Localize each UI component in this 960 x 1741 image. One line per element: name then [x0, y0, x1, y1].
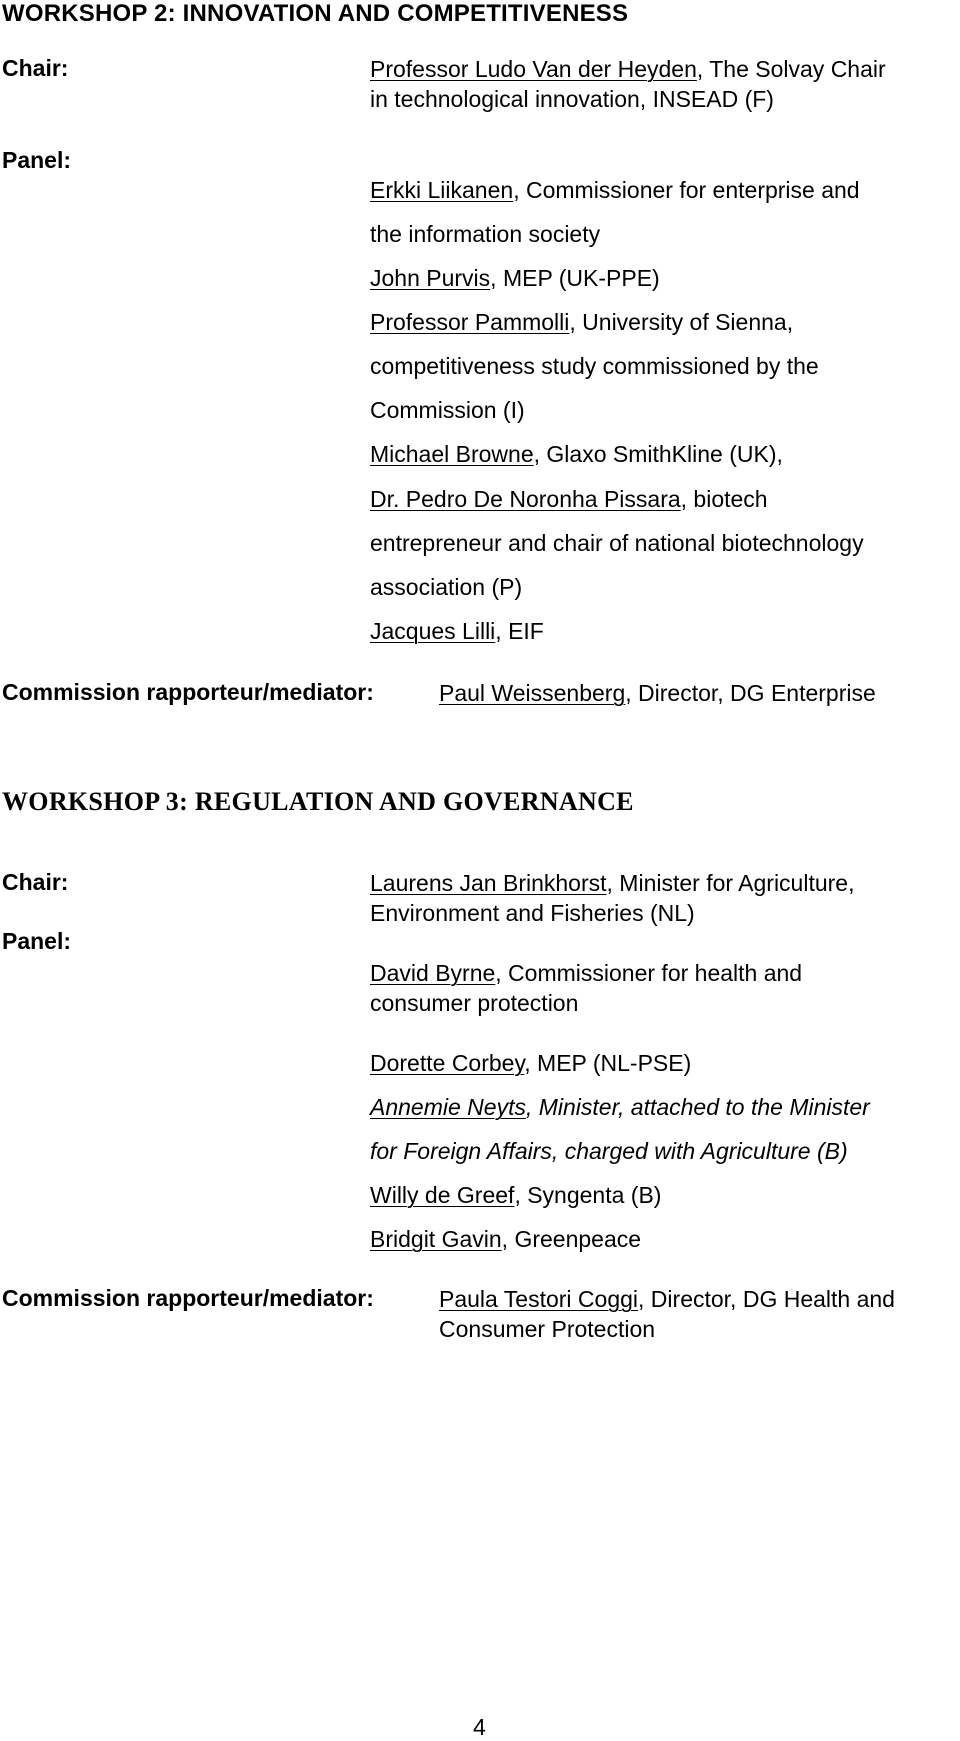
workshop3-panel-item: Annemie Neyts, Minister, attached to the Minister: [370, 1094, 870, 1120]
rapporteur-name: Paul Weissenberg: [439, 680, 626, 706]
workshop2-rapporteur-label: Commission rapporteur/mediator:: [2, 679, 374, 705]
workshop2-title: WORKSHOP 2: INNOVATION AND COMPETITIVENESS: [2, 0, 629, 27]
workshop2-panel-item: Michael Browne, Glaxo SmithKline (UK),: [370, 441, 783, 467]
panelist-name: Bridgit Gavin: [370, 1226, 502, 1252]
rapporteur-name: Paula Testori Coggi: [439, 1286, 639, 1312]
panelist-name: David Byrne: [370, 960, 496, 986]
panelist-name: Dr. Pedro De Noronha Pissara: [370, 486, 681, 512]
workshop3-chair-name: Laurens Jan Brinkhorst: [370, 870, 607, 896]
page-number: 4: [473, 1714, 486, 1740]
workshop3-rapporteur-line1: Paula Testori Coggi, Director, DG Health and: [439, 1286, 895, 1312]
workshop3-panel-item: David Byrne, Commissioner for health and: [370, 960, 803, 986]
workshop2-rapporteur: Paul Weissenberg, Director, DG Enterprise: [439, 680, 876, 706]
workshop2-panel-item-cont: Commission (I): [370, 397, 525, 423]
workshop2-panel-item-cont: entrepreneur and chair of national biotechnology: [370, 530, 864, 556]
workshop2-chair-line1: Professor Ludo Van der Heyden, The Solvay Chair: [370, 56, 886, 82]
workshop2-panel-item: Erkki Liikanen, Commissioner for enterprise and: [370, 177, 860, 203]
workshop3-rapporteur-label: Commission rapporteur/mediator:: [2, 1285, 374, 1311]
workshop2-chair-line2: in technological innovation, INSEAD (F): [370, 86, 774, 112]
workshop2-panel-item-cont: association (P): [370, 574, 523, 600]
workshop3-panel-item-cont: for Foreign Affairs, charged with Agriculture (B): [370, 1138, 848, 1164]
workshop2-panel-item: John Purvis, MEP (UK-PPE): [370, 265, 660, 291]
panelist-name: Erkki Liikanen: [370, 177, 514, 203]
panelist-name: Jacques Lilli: [370, 618, 496, 644]
panelist-name: Willy de Greef: [370, 1182, 515, 1208]
workshop3-rapporteur-line2: Consumer Protection: [439, 1316, 656, 1342]
workshop3-title: WORKSHOP 3: REGULATION AND GOVERNANCE: [2, 787, 634, 816]
workshop2-panel-label: Panel:: [2, 147, 72, 173]
workshop2-panel-item-cont: competitiveness study commissioned by the: [370, 353, 819, 379]
workshop3-chair-line1: Laurens Jan Brinkhorst, Minister for Agriculture,: [370, 870, 855, 896]
workshop2-panel-item-cont: the information society: [370, 221, 601, 247]
workshop2-panel-item: Jacques Lilli, EIF: [370, 618, 544, 644]
panelist-name: Dorette Corbey: [370, 1050, 525, 1076]
workshop3-panel-item-cont: consumer protection: [370, 990, 579, 1016]
workshop3-chair-line2: Environment and Fisheries (NL): [370, 900, 695, 926]
workshop3-panel-item: Dorette Corbey, MEP (NL-PSE): [370, 1050, 692, 1076]
panelist-name: Michael Browne: [370, 441, 534, 467]
workshop3-panel-item: Willy de Greef, Syngenta (B): [370, 1182, 662, 1208]
workshop3-chair-label: Chair:: [2, 869, 69, 895]
workshop2-panel-item: Professor Pammolli, University of Sienna,: [370, 309, 794, 335]
panelist-name: John Purvis: [370, 265, 491, 291]
workshop3-panel-label: Panel:: [2, 928, 72, 954]
panelist-name: Annemie Neyts: [370, 1094, 526, 1120]
panelist-name: Professor Pammolli: [370, 309, 570, 335]
workshop2-chair-label: Chair:: [2, 55, 69, 81]
workshop2-panel-item: Dr. Pedro De Noronha Pissara, biotech: [370, 486, 768, 512]
workshop3-panel-item: Bridgit Gavin, Greenpeace: [370, 1226, 642, 1252]
workshop2-chair-name: Professor Ludo Van der Heyden: [370, 56, 697, 82]
